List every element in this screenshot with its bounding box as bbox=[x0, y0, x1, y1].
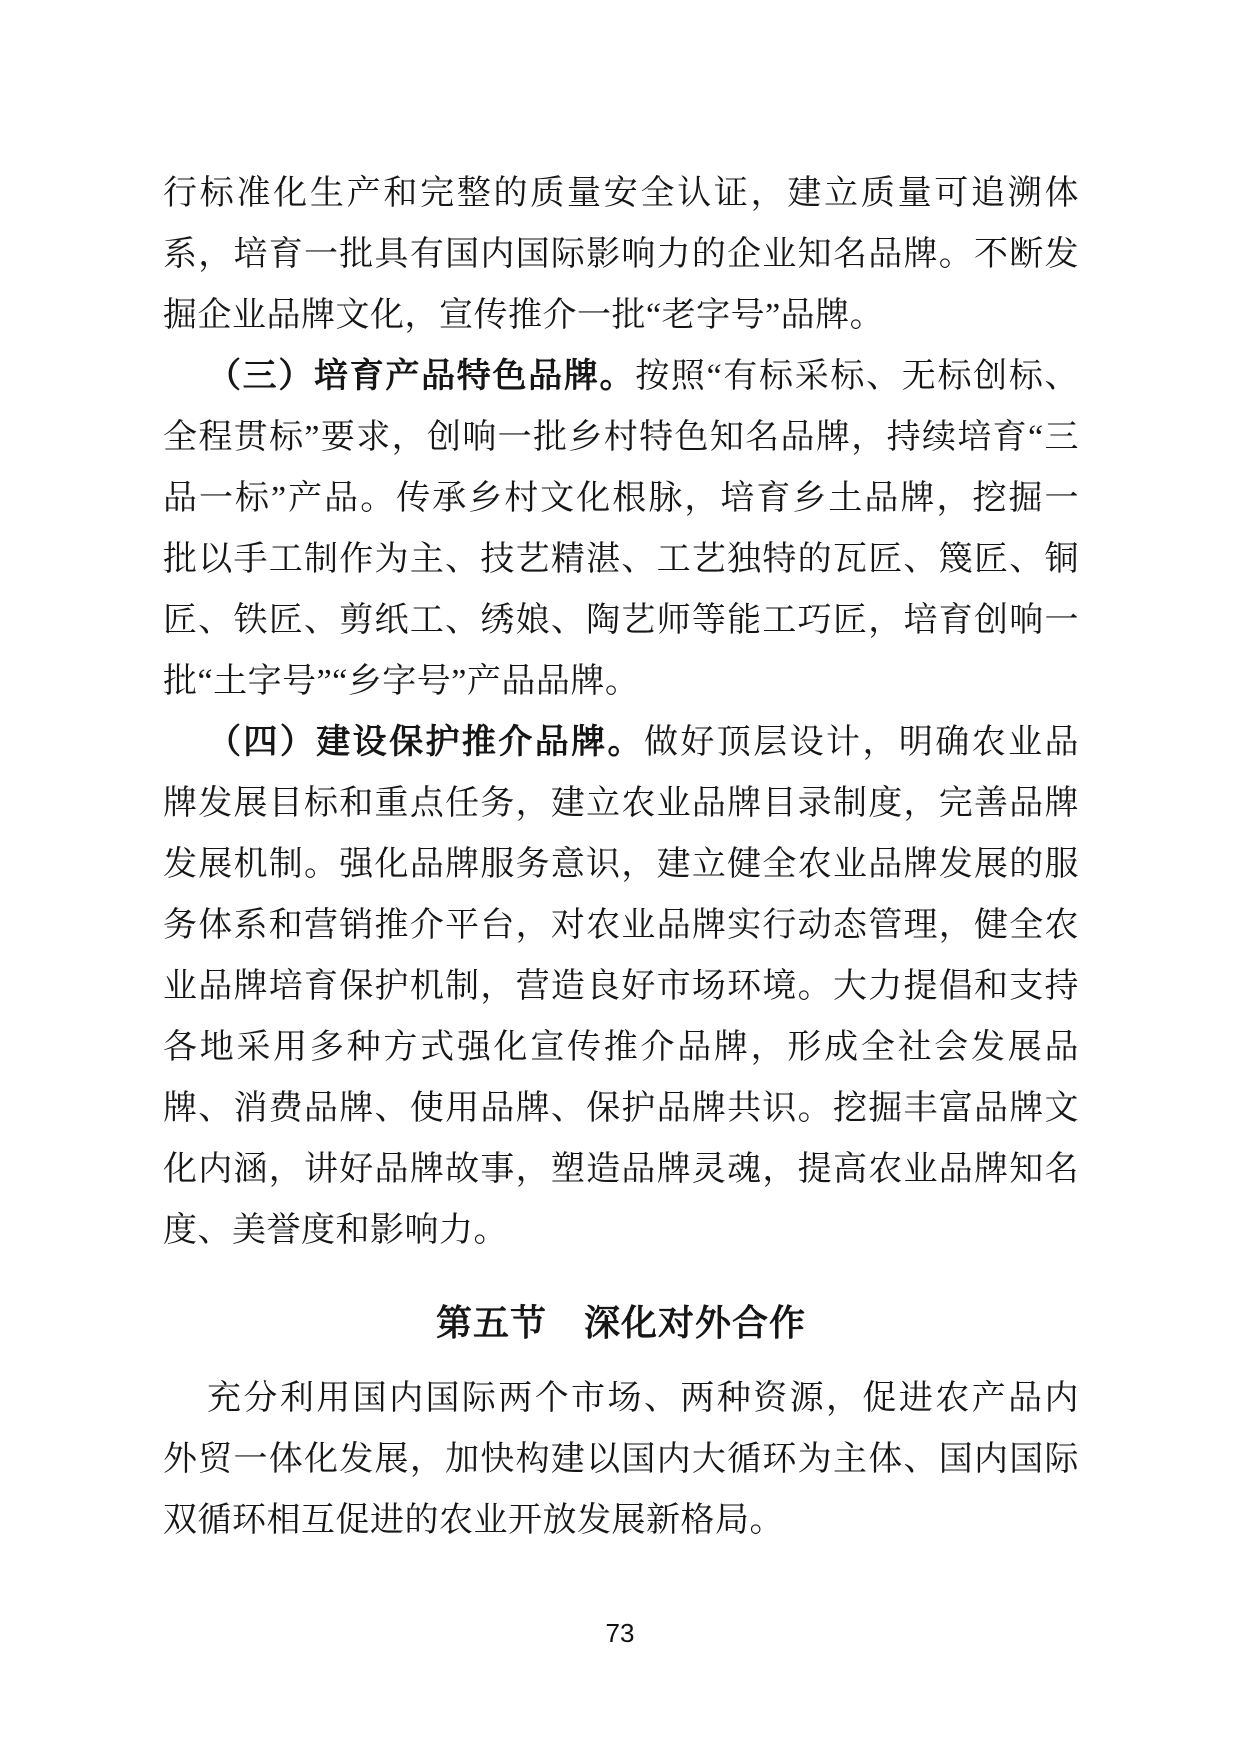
text-line: 度、美誉度和影响力。 bbox=[163, 1212, 508, 1249]
text-line bbox=[163, 712, 1079, 773]
line-text: 按照“有标采标、无标创标、 bbox=[635, 358, 1079, 395]
text-line: 双循环相互促进的农业开放发展新格局。 bbox=[163, 1502, 784, 1539]
document-body bbox=[163, 163, 1079, 1551]
text-line: 各地采用多种方式强化宣传推介品牌，形成全社会发展品 bbox=[163, 1029, 1079, 1066]
text-line: 外贸一体化发展，加快构建以国内大循环为主体、国内国际 bbox=[163, 1441, 1079, 1478]
text-line: 务体系和营销推介平台，对农业品牌实行动态管理，健全农 bbox=[163, 907, 1079, 944]
text-line: 业品牌培育保护机制，营造良好市场环境。大力提倡和支持 bbox=[163, 968, 1079, 1005]
text-line: 行标准化生产和完整的质量安全认证，建立质量可追溯体 bbox=[163, 175, 1079, 212]
text-line: 全程贯标”要求，创响一批乡村特色知名品牌，持续培育“三 bbox=[163, 419, 1079, 456]
line-text: 做好顶层设计，明确农业品 bbox=[643, 724, 1080, 761]
text-line: 化内涵，讲好品牌故事，塑造品牌灵魂，提高农业品牌知名 bbox=[163, 1151, 1079, 1188]
text-line: 牌发展目标和重点任务，建立农业品牌目录制度，完善品牌 bbox=[163, 785, 1079, 822]
text-line: 系，培育一批具有国内国际影响力的企业知名品牌。不断发 bbox=[163, 236, 1079, 273]
text-line: 掘企业品牌文化，宣传推介一批“老字号”品牌。 bbox=[163, 297, 885, 334]
text-line: 品一标”产品。传承乡村文化根脉，培育乡土品牌，挖掘一 bbox=[163, 480, 1079, 517]
text-line: 批以手工制作为主、技艺精湛、工艺独特的瓦匠、篾匠、铜 bbox=[163, 541, 1079, 578]
page-number: 73 bbox=[605, 1618, 635, 1648]
text-line: 匠、铁匠、剪纸工、绣娘、陶艺师等能工巧匠，培育创响一 bbox=[163, 602, 1079, 639]
text-line: 发展机制。强化品牌服务意识，建立健全农业品牌发展的服 bbox=[163, 846, 1079, 883]
text-line: 牌、消费品牌、使用品牌、保护品牌共识。挖掘丰富品牌文 bbox=[163, 1090, 1079, 1127]
text-line: 批“土字号”“乡字号”产品品牌。 bbox=[163, 663, 640, 700]
section-heading: 第五节 深化对外合作 bbox=[435, 1303, 806, 1343]
text-line bbox=[163, 346, 1079, 407]
paragraph-lead: （四）建设保护推介品牌。 bbox=[207, 724, 644, 761]
text-line: 充分利用国内国际两个市场、两种资源，促进农产品内 bbox=[207, 1380, 1079, 1417]
paragraph-lead: （三）培育产品特色品牌。 bbox=[207, 358, 636, 395]
